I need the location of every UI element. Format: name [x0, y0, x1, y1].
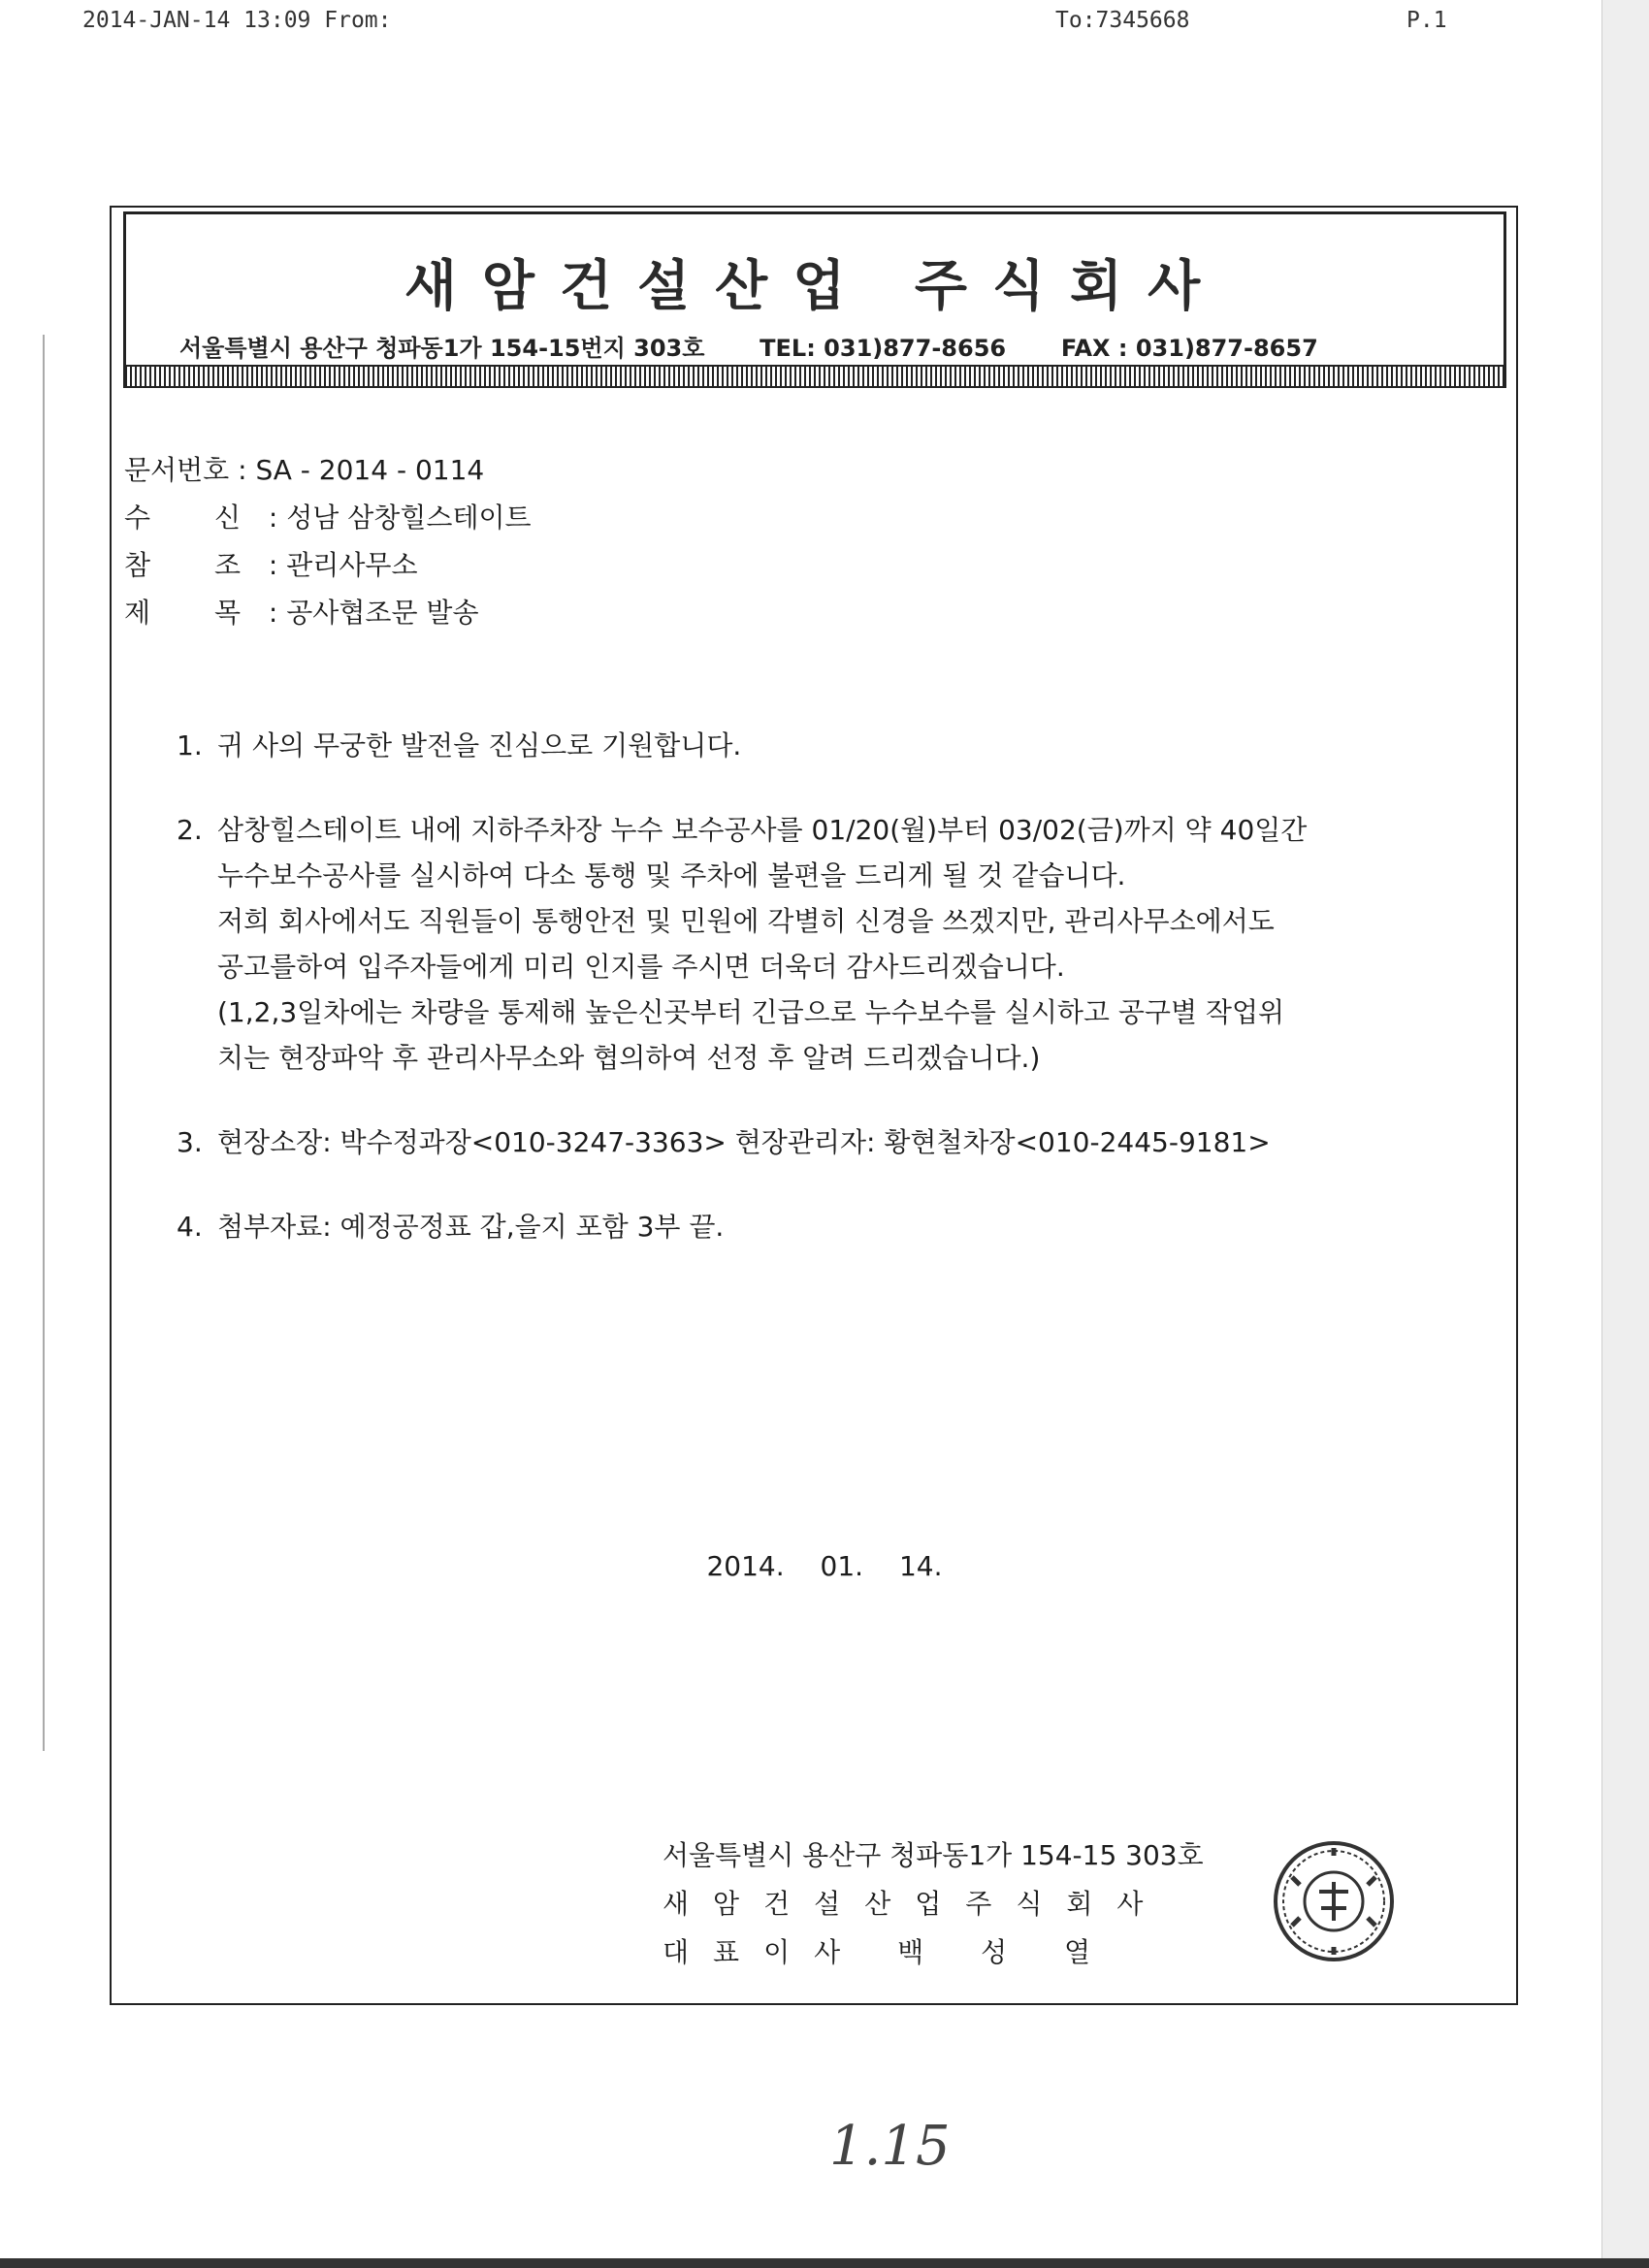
letterhead	[123, 211, 1506, 365]
letterhead-rule	[123, 365, 1506, 388]
recipient-value: 성남 삼창힐스테이트	[286, 502, 532, 534]
doc-number-label: 문서번호	[124, 454, 230, 486]
reference-row: 참 조 : 관리사무소	[124, 541, 532, 589]
recipient-row: 수 신 : 성남 삼창힐스테이트	[124, 494, 532, 541]
subject-label: 제 목	[124, 597, 241, 629]
subject-value: 공사협조문 발송	[286, 597, 479, 629]
scan-left-mark	[43, 335, 45, 1751]
subject-row: 제 목 : 공사협조문 발송	[124, 589, 532, 636]
signature-block	[663, 1831, 1204, 1977]
company-name: 새암건설산업 주식회사	[404, 255, 1226, 318]
company-address: 서울특별시 용산구 청파동1가 154-15번지 303호	[179, 335, 705, 362]
signature-company: 새암건설산업주식회사	[663, 1888, 1168, 1920]
doc-number-row: 문서번호 : SA - 2014 - 0114	[124, 446, 532, 494]
company-seal-icon	[1271, 1838, 1397, 1964]
body-item-2-line: 저희 회사에서도 직원들이 통행안전 및 민원에 각별히 신경을 쓰겠지만, 관리사무소에서도	[217, 905, 1275, 937]
body-item-2-line: 치는 현장파악 후 관리사무소와 협의하여 선정 후 알려 드리겠습니다.)	[217, 1042, 1041, 1074]
reference-value: 관리사무소	[286, 549, 418, 581]
scan-edge-strip	[1601, 0, 1649, 2268]
fax-page-number: P.1	[1406, 8, 1447, 33]
company-contact-line	[179, 329, 1318, 363]
body-item-4: 4. 첨부자료: 예정공정표 갑,을지 포함 3부 끝.	[177, 1211, 725, 1243]
company-fax: FAX : 031)877-8657	[1060, 335, 1318, 362]
body-item-2-line: 삼창힐스테이트 내에 지하주차장 누수 보수공사를 01/20(월)부터 03/02(금)까지 약 40일간	[217, 814, 1308, 846]
reference-label: 참 조	[124, 549, 241, 581]
scan-bottom-edge	[0, 2258, 1649, 2268]
signature-ceo: 대표이사 백 성 열	[663, 1936, 1116, 1968]
body-item-2: 2. 삼창힐스테이트 내에 지하주차장 누수 보수공사를 01/20(월)부터 03/02(금)까지 약 40일간 누수보수공사를 실시하여 다소 통행 및 주차에 불편을 드리게 될 것 같습니다. 저희 회사에서도 직원들이 통행안전 및 민원에 각별히 신경을 쓰겠지만, 관리사무소에서도 공고를하여 입주자들에게 미리 인지를 주시면 더욱더 감사드리겠습니다. (1,2,3일차에는 차량을 통제해 높은신곳부터 긴급으로 누수보수를 실시하고 공구별 작업위 치는 현장파악 후 관리사무소와 협의하여 선정 후 알려 드리겠습니다.)	[177, 807, 1457, 1081]
letter-body	[177, 723, 1457, 1249]
document-meta	[124, 446, 532, 636]
letter-date: 2014. 01. 14.	[706, 1550, 943, 1582]
body-item-3: 3. 현장소장: 박수정과장<010-3247-3363> 현장관리자: 황현철차장<010-2445-9181>	[177, 1126, 1271, 1158]
fax-timestamp: 2014-JAN-14 13:09 From:	[82, 8, 392, 33]
fax-header	[82, 8, 1649, 37]
doc-number-value: SA - 2014 - 0114	[255, 454, 485, 486]
signature-address: 서울특별시 용산구 청파동1가 154-15 303호	[663, 1839, 1204, 1871]
body-item-2-line: 누수보수공사를 실시하여 다소 통행 및 주차에 불편을 드리게 될 것 같습니다.	[217, 859, 1126, 891]
body-item-2-line: (1,2,3일차에는 차량을 통제해 높은신곳부터 긴급으로 누수보수를 실시하고 공구별 작업위	[217, 996, 1285, 1028]
company-tel: TEL: 031)877-8656	[760, 335, 1007, 362]
handwritten-note: 1.15	[829, 2115, 951, 2178]
recipient-label: 수 신	[124, 502, 241, 534]
body-item-1: 1. 귀 사의 무궁한 발전을 진심으로 기원합니다.	[177, 729, 742, 761]
body-item-2-line: 공고를하여 입주자들에게 미리 인지를 주시면 더욱더 감사드리겠습니다.	[217, 951, 1065, 983]
fax-recipient-number: To:7345668	[1055, 8, 1190, 33]
